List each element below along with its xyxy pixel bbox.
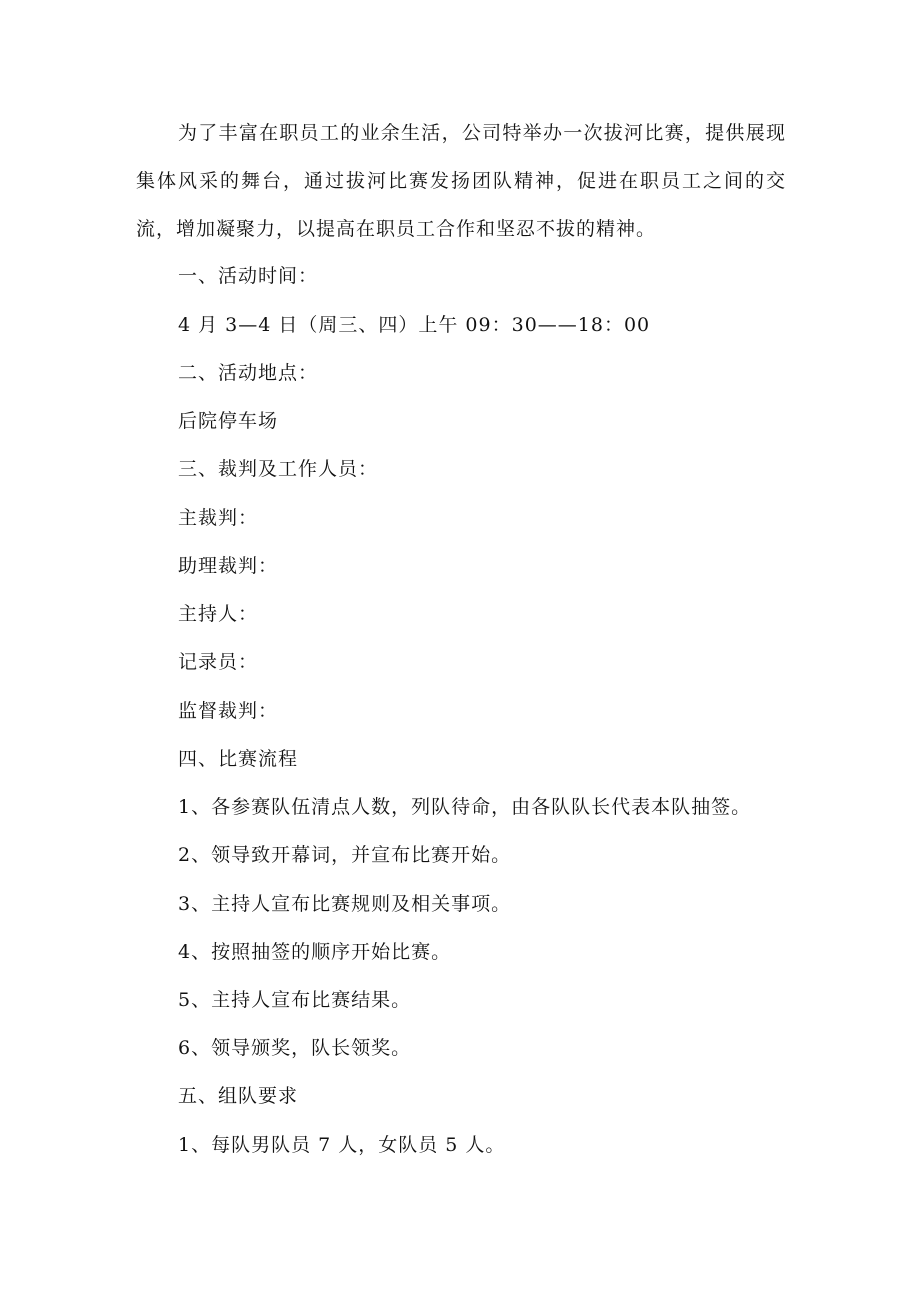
staff-chief-referee: 主裁判：: [178, 507, 259, 529]
section-heading-process: 四、比赛流程: [178, 748, 299, 770]
staff-assistant-referee: 助理裁判：: [178, 555, 279, 577]
event-time: 4 月 3—4 日（周三、四）上午 09：30——18：00: [178, 314, 651, 336]
event-location: 后院停车场: [178, 410, 279, 432]
section-heading-time: 一、活动时间：: [178, 265, 319, 287]
process-step-3: 3、主持人宣布比赛规则及相关事项。: [178, 893, 512, 915]
process-step-5: 5、主持人宣布比赛结果。: [178, 989, 412, 1011]
staff-host: 主持人：: [178, 603, 259, 625]
staff-recorder: 记录员：: [178, 651, 259, 673]
team-requirement-1: 1、每队男队员 7 人，女队员 5 人。: [178, 1134, 506, 1156]
process-step-4: 4、按照抽签的顺序开始比赛。: [178, 941, 452, 963]
process-step-2: 2、领导致开幕词，并宣布比赛开始。: [178, 844, 512, 866]
section-heading-location: 二、活动地点：: [178, 362, 319, 384]
process-step-6: 6、领导颁奖，队长领奖。: [178, 1037, 412, 1059]
intro-paragraph: 为了丰富在职员工的业余生活，公司特举办一次拔河比赛，提供展现集体风采的舞台，通过拔河比赛发扬团队精神，促进在职员工之间的交流，增加凝聚力，以提高在职员工合作和坚忍不拔的精神。: [136, 122, 786, 240]
section-heading-team: 五、组队要求: [178, 1085, 299, 1107]
process-step-1: 1、各参赛队伍清点人数，列队待命，由各队队长代表本队抽签。: [178, 796, 752, 818]
section-heading-staff: 三、裁判及工作人员：: [178, 458, 379, 480]
staff-supervising-referee: 监督裁判：: [178, 700, 279, 722]
